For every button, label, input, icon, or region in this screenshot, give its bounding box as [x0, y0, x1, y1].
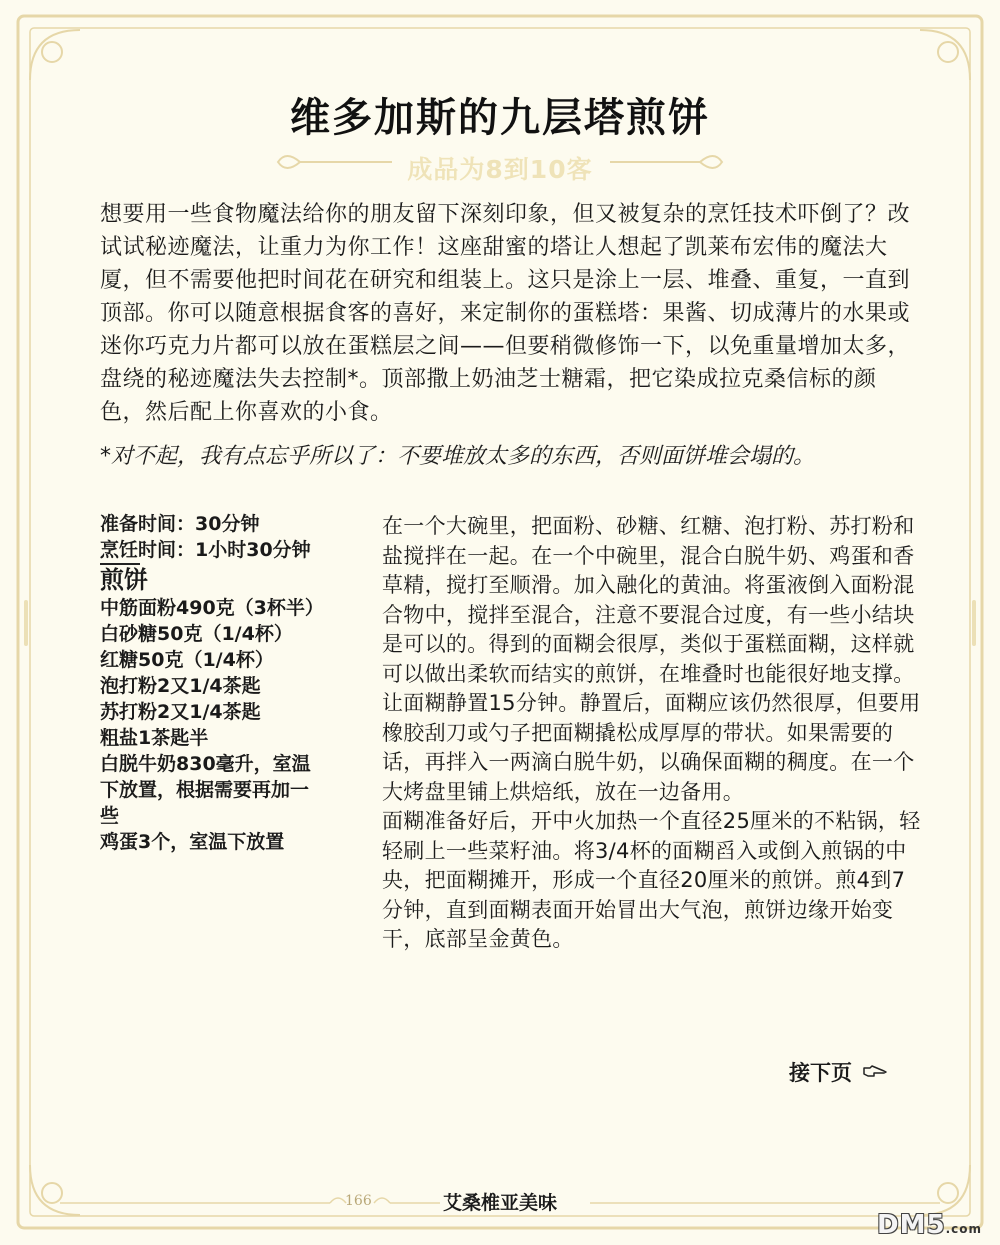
ingredient-item: 红糖50克（1/4杯） [100, 649, 274, 671]
ingredient-item: 中筋面粉490克（3杯半） [100, 597, 324, 619]
recipe-method [382, 512, 922, 955]
ingredient-item: 鸡蛋3个，室温下放置 [100, 831, 285, 853]
ingredient-item: 粗盐1茶匙半 [100, 727, 209, 749]
page-number: 166 [345, 1193, 372, 1209]
ingredient-item: 泡打粉2又1/4茶匙 [100, 675, 261, 697]
prep-time: 准备时间：30分钟 [100, 513, 260, 535]
pointing-hand-icon [862, 1064, 888, 1080]
ingredients-heading: 煎饼 [100, 566, 148, 594]
continue-next-page[interactable] [789, 1057, 888, 1087]
method-step: 在一个大碗里，把面粉、砂糖、红糖、泡打粉、苏打粉和盐搅拌在一起。在一个中碗里，混合白脱牛奶、鸡蛋和香草精，搅打至顺滑。加入融化的黄油。将蛋液倒入面粉混合物中，搅拌至混合，注意不要混合过度，有一些小结块是可以的。得到的面糊会很厚，类似于蛋糕面糊，这样就可以做出柔软而结实的煎饼，在堆叠时也能很好地支撑。让面糊静置15分钟。静置后，面糊应该仍然很厚，但要用橡胶刮刀或勺子把面糊撬松成厚厚的带状。如果需要的话，再拌入一两滴白脱牛奶，以确保面糊的稠度。在一个大烤盘里铺上烘焙纸，放在一边备用。 [382, 514, 921, 804]
watermark [877, 1210, 982, 1240]
recipe-title: 维多加斯的九层塔煎饼 [290, 95, 710, 141]
continue-label: 接下页 [789, 1061, 852, 1085]
recipe-intro: 想要用一些食物魔法给你的朋友留下深刻印象，但又被复杂的烹饪技术吓倒了？改试试秘迹魔法，让重力为你工作！这座甜蜜的塔让人想起了凯莱布宏伟的魔法大厦，但不需要他把时间花在研究和组装上。这只是涂上一层、堆叠、重复，一直到顶部。你可以随意根据食客的喜好，来定制你的蛋糕塔：果酱、切成薄片的水果或迷你巧克力片都可以放在蛋糕层之间——但要稍微修饰一下，以免重量增加太多，盘绕的秘迹魔法失去控制*。顶部撒上奶油芝士糖霜，把它染成拉克桑信标的颜色，然后配上你喜欢的小食。 [100, 202, 911, 425]
watermark-suffix: .com [945, 1222, 982, 1236]
watermark-text: DM5 [877, 1210, 946, 1240]
ingredient-item: 白砂糖50克（1/4杯） [100, 623, 293, 645]
recipe-yield: 成品为8到10客 [407, 155, 593, 184]
book-title: 艾桑椎亚美味 [442, 1192, 557, 1214]
cook-time: 烹饪时间：1小时30分钟 [100, 539, 311, 561]
ingredient-item: 苏打粉2又1/4茶匙 [100, 701, 261, 723]
recipe-sidebar [100, 511, 324, 855]
method-step: 面糊准备好后，开中火加热一个直径25厘米的不粘锅，轻轻刷上一些菜籽油。将3/4杯的面糊舀入或倒入煎锅的中央，把面糊摊开，形成一个直径20厘米的煎饼。煎4到7分钟，直到面糊表面开始冒出大气泡，煎饼边缘开始变干，底部呈金黄色。 [382, 809, 921, 951]
ingredient-item: 白脱牛奶830毫升，室温下放置，根据需要再加一些 [100, 753, 311, 827]
recipe-footnote: *对不起，我有点忘乎所以了：不要堆放太多的东西，否则面饼堆会塌的。 [100, 444, 816, 469]
